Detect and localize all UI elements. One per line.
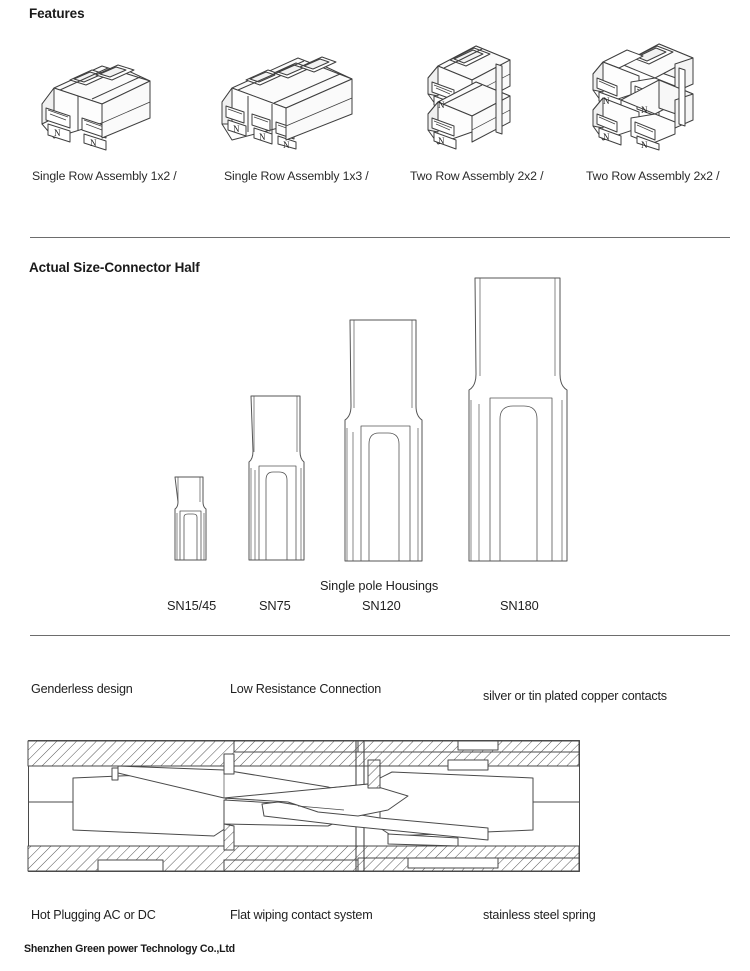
svg-text:N: N: [233, 124, 240, 134]
company-footer: Shenzhen Green power Technology Co.,Ltd: [24, 943, 235, 955]
housing-label-sn15-45: SN15/45: [167, 598, 217, 613]
benefit-stainless-spring: stainless steel spring: [483, 908, 596, 922]
housing-label-sn120: SN120: [362, 598, 401, 613]
feature-caption-1x2: Single Row Assembly 1x2 /: [32, 169, 177, 183]
feature-caption-2x2-a: Two Row Assembly 2x2 /: [410, 169, 544, 183]
feature-caption-1x3: Single Row Assembly 1x3 /: [224, 169, 369, 183]
connector-1x2-isometric-drawing: [30, 46, 160, 151]
actual-size-heading: Actual Size-Connector Half: [29, 260, 200, 275]
svg-text:N: N: [259, 132, 266, 142]
section-divider-top: [30, 237, 730, 238]
housing-sn75-drawing: [246, 396, 306, 561]
svg-text:N: N: [438, 136, 445, 146]
housing-label-sn75: SN75: [259, 598, 291, 613]
benefit-plated-contacts: silver or tin plated copper contacts: [483, 689, 667, 703]
svg-text:N: N: [641, 140, 648, 150]
svg-text:N: N: [603, 132, 610, 142]
housing-sn15-45-drawing: [171, 477, 211, 561]
svg-text:N: N: [603, 96, 610, 106]
feature-caption-2x2-b: Two Row Assembly 2x2 /: [586, 169, 720, 183]
features-heading: Features: [29, 6, 85, 21]
connector-2x2-isometric-drawing: [583, 38, 708, 150]
svg-text:N: N: [90, 138, 97, 148]
benefit-flat-wiping: Flat wiping contact system: [230, 908, 373, 922]
housing-sn120-drawing: [342, 320, 426, 562]
benefit-low-resistance: Low Resistance Connection: [230, 682, 382, 696]
svg-text:N: N: [641, 105, 648, 115]
single-pole-housings-label: Single pole Housings: [320, 578, 439, 593]
benefit-genderless-design: Genderless design: [31, 682, 133, 696]
housing-label-sn180: SN180: [500, 598, 539, 613]
benefit-hot-plugging: Hot Plugging AC or DC: [31, 908, 156, 922]
svg-text:N: N: [438, 100, 445, 110]
mated-contact-pair-cross-section-drawing: [28, 740, 580, 872]
svg-text:N: N: [54, 128, 61, 138]
connector-1x3-isometric-drawing: [216, 44, 361, 149]
housing-sn180-drawing: [466, 278, 572, 562]
svg-text:N: N: [283, 140, 290, 150]
connector-2x1-stacked-isometric-drawing: [418, 38, 526, 150]
section-divider-bottom: [30, 635, 730, 636]
